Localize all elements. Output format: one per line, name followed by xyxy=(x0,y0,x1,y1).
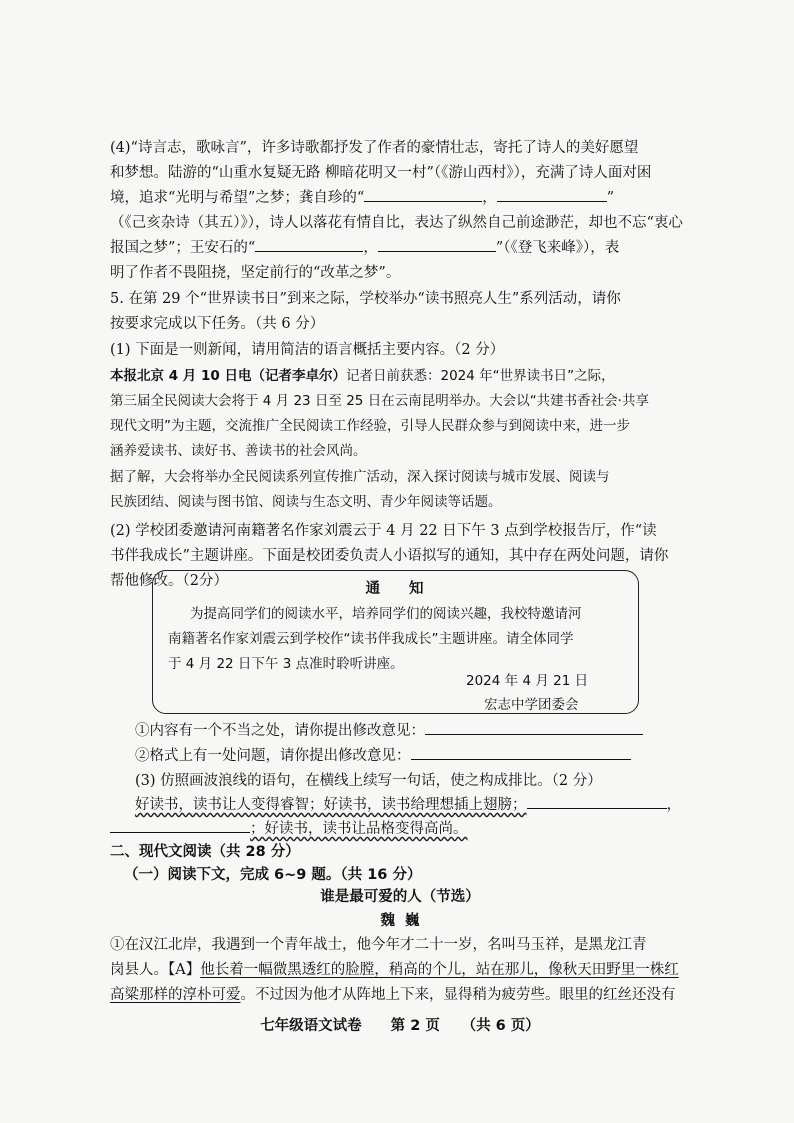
page-footer: 七年级语文试卷 第 2 页 （共 6 页） xyxy=(260,1018,540,1034)
news-line-3: 现代文明”为主题，交流推广全民阅读工作经验，引导人民群众参与到阅读中来，进一步 xyxy=(110,418,630,434)
reading-part-heading: （一）阅读下文，完成 6~9 题。（共 16 分） xyxy=(124,867,422,883)
q5-sub2-line-1: (2) 学校团委邀请河南籍著名作家刘震云于 4 月 22 日下午 3 点到学校报告厅，作“读 xyxy=(110,523,657,539)
answer-blank-7[interactable] xyxy=(527,794,667,809)
wavy-sentence: 好读书，读书让人变得睿智；好读书，读书给理想插上翅膀； xyxy=(135,797,527,813)
news-line-5: 据了解，大会将举办全民阅读系列宣传推广活动，深入探讨阅读与城市发展、阅读与 xyxy=(110,469,610,485)
news-line-4: 涵养爱读书、读好书、善读书的社会风尚。 xyxy=(110,443,367,459)
notice-body-3: 于 4 月 22 日下午 3 点准时聆听讲座。 xyxy=(168,656,404,672)
passage-author: 魏 巍 xyxy=(380,913,420,929)
section-heading: 二、现代文阅读（共 28 分） xyxy=(110,844,300,860)
q5-intro-1: 5. 在第 29 个“世界读书日”到来之际，学校举办“读书照亮人生”系列活动，请你 xyxy=(110,291,621,307)
q4-line-4: （《己亥杂诗（其五）》），诗人以落花有情自比，表达了纵然自己前途渺茫，却也不忘“衷心 xyxy=(110,215,683,231)
q4-line-6: 明了作者不畏阻挠，坚定前行的“改革之梦”。 xyxy=(110,265,401,281)
q4-line-5: 报国之梦”；王安石的“ ， ”（《登飞来峰》），表 xyxy=(110,237,690,259)
passage-para-1: ①在汉江北岸，我遇到一个青年战士，他今年才二十一岁，名叫马玉祥，是黑龙江青 xyxy=(110,937,647,953)
notice-body-1: 为提高同学们的阅读水平，培养同学们的阅读兴趣，我校特邀请河 xyxy=(190,606,582,622)
answer-blank-5[interactable] xyxy=(425,720,643,735)
q5-sub2-line-2: 书伴我成长”主题讲座。下面是校团委负责人小语拟写的通知，其中存在两处问题，请你 xyxy=(110,548,669,564)
q5-sub3: (3) 仿照画波浪线的语句，在横线上续写一句话，使之构成排比。（2 分） xyxy=(135,773,602,789)
news-line-1: 本报北京 4 月 10 日电（记者李卓尔）记者日前获悉：2024 年“世界读书日”之际， xyxy=(110,368,615,384)
q5-item-1: ①内容有一个不当之处，请你提出修改意见： xyxy=(135,720,715,742)
q4-line-2: 和梦想。陆游的“山重水复疑无路 柳暗花明又一村”（《游山西村》），充满了诗人面对困 xyxy=(110,165,652,181)
answer-blank-8[interactable] xyxy=(110,818,250,833)
q4-line-3: 境，追求“光明与希望”之梦；龚自珍的“ ， ” xyxy=(110,187,690,209)
notice-title: 通 知 xyxy=(365,581,424,597)
q4-line-1: (4)“诗言志，歌咏言”，许多诗歌都抒发了作者的豪情壮志，寄托了诗人的美好愿望 xyxy=(110,140,639,156)
answer-blank-1[interactable] xyxy=(364,187,482,202)
q5-sub3-line-1: 好读书，读书让人变得睿智；好读书，读书给理想插上翅膀； ， xyxy=(135,794,690,816)
passage-title: 谁是最可爱的人（节选） xyxy=(320,889,480,905)
answer-blank-2[interactable] xyxy=(497,187,607,202)
answer-blank-6[interactable] xyxy=(411,745,631,760)
news-line-2: 第三届全民阅读大会将于 4 月 23 日至 25 日在云南昆明举办。大会以“共建书香社会·共享 xyxy=(110,393,649,409)
news-line-6: 民族团结、阅读与图书馆、阅读与生态文明、青少年阅读等话题。 xyxy=(110,494,502,510)
q5-intro-2: 按要求完成以下任务。（共 6 分） xyxy=(110,316,325,332)
q5-sub3-line-2: ；好读书，读书让品格变得高尚。 xyxy=(110,818,690,840)
answer-blank-4[interactable] xyxy=(378,237,496,252)
notice-date: 2024 年 4 月 21 日 xyxy=(466,673,589,689)
notice-body-2: 南籍著名作家刘震云到学校作“读书伴我成长”主题讲座。请全体同学 xyxy=(168,631,574,647)
passage-para-3: 高粱那样的淳朴可爱。不过因为他才从阵地上下来，显得稍为疲劳些。眼里的红丝还没有 xyxy=(110,987,676,1003)
answer-blank-3[interactable] xyxy=(255,237,363,252)
passage-para-2: 岗县人。【A】他长着一幅微黑透红的脸膛，稍高的个儿，站在那儿，像秋天田野里一株红 xyxy=(110,962,679,978)
notice-org: 宏志中学团委会 xyxy=(484,697,579,713)
q5-sub1: (1) 下面是一则新闻，请用简洁的语言概括主要内容。（2 分） xyxy=(110,342,505,358)
q5-sub2-line-3: 帮他修改。（2分） xyxy=(110,573,228,589)
q5-item-2: ②格式上有一处问题，请你提出修改意见： xyxy=(135,745,715,767)
